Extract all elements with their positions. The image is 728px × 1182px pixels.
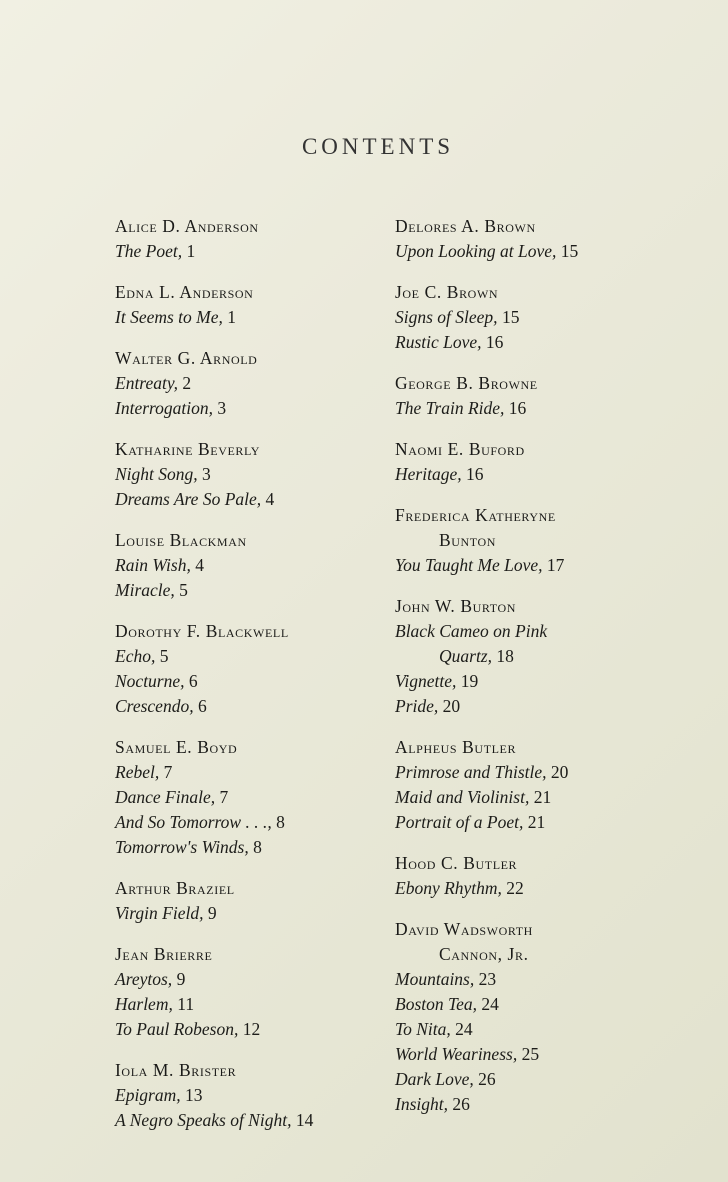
author-name: Iola M. Brister bbox=[115, 1060, 237, 1080]
page-number: 2 bbox=[182, 373, 192, 393]
author-name: Frederica Katheryne bbox=[395, 505, 556, 525]
author-name: Walter G. Arnold bbox=[115, 348, 258, 368]
toc-entry bbox=[115, 528, 380, 603]
poem-title: Tomorrow's Winds, bbox=[115, 837, 249, 857]
author-name: David Wadsworth bbox=[395, 919, 533, 939]
page-number: 1 bbox=[227, 307, 237, 327]
poem-line bbox=[395, 1017, 695, 1042]
poem-line bbox=[115, 1017, 380, 1042]
poem-line bbox=[115, 669, 380, 694]
page-number: 8 bbox=[276, 812, 285, 832]
poem-title: World Weariness, bbox=[395, 1044, 518, 1064]
poem-line bbox=[115, 901, 380, 926]
toc-entry bbox=[115, 1058, 380, 1133]
poem-line bbox=[395, 330, 695, 355]
poem-title: Insight, bbox=[395, 1094, 448, 1114]
poem-title: Primrose and Thistle, bbox=[395, 762, 547, 782]
author-name: Alice D. Anderson bbox=[115, 216, 259, 236]
author-name: Arthur Braziel bbox=[115, 878, 235, 898]
author-name: Louise Blackman bbox=[115, 530, 247, 550]
poem-title-line-continued bbox=[395, 644, 695, 669]
poem-title: Vignette, bbox=[395, 671, 457, 691]
page-number: 21 bbox=[533, 787, 552, 807]
poem-line bbox=[115, 967, 380, 992]
poem-title: To Paul Robeson, bbox=[115, 1019, 239, 1039]
author-name: George B. Browne bbox=[395, 373, 538, 393]
author-name: Dorothy F. Blackwell bbox=[115, 621, 289, 641]
poem-title: Night Song, bbox=[115, 464, 198, 484]
page-number: 1 bbox=[186, 241, 196, 261]
page-number: 6 bbox=[188, 671, 198, 691]
toc-left-column bbox=[115, 214, 380, 1149]
poem-title: And So Tomorrow . . ., bbox=[115, 812, 272, 832]
page-number: 15 bbox=[560, 241, 579, 261]
author-name-continued: Bunton bbox=[439, 530, 497, 550]
poem-title: Dance Finale, bbox=[115, 787, 216, 807]
toc-entry bbox=[395, 214, 695, 264]
poem-line bbox=[115, 644, 380, 669]
page-number: 20 bbox=[442, 696, 461, 716]
toc-entry bbox=[115, 346, 380, 421]
page-title: CONTENTS bbox=[301, 134, 455, 159]
poem-line bbox=[395, 876, 695, 901]
page-number: 9 bbox=[176, 969, 186, 989]
poem-line bbox=[115, 694, 380, 719]
poem-title: It Seems to Me, bbox=[115, 307, 223, 327]
author-name: Alpheus Butler bbox=[395, 737, 517, 757]
toc-entry bbox=[395, 917, 695, 1117]
page-number: 18 bbox=[496, 646, 514, 666]
author-name: Hood C. Butler bbox=[395, 853, 518, 873]
page-number: 11 bbox=[177, 994, 195, 1014]
page-number: 20 bbox=[550, 762, 569, 782]
poem-title: Heritage, bbox=[395, 464, 462, 484]
poem-title: Boston Tea, bbox=[395, 994, 478, 1014]
toc-entry bbox=[395, 437, 695, 487]
page-number: 3 bbox=[217, 398, 227, 418]
poem-title: Dreams Are So Pale, bbox=[115, 489, 262, 509]
poem-line bbox=[115, 371, 380, 396]
poem-title: To Nita, bbox=[395, 1019, 451, 1039]
poem-line bbox=[115, 553, 380, 578]
poem-title: A Negro Speaks of Night, bbox=[115, 1110, 292, 1130]
toc-right-column bbox=[395, 214, 695, 1133]
poem-title-continued: Quartz, bbox=[439, 646, 492, 666]
poem-line bbox=[395, 305, 695, 330]
page-number: 16 bbox=[485, 332, 504, 352]
poem-title: Mountains, bbox=[395, 969, 475, 989]
toc-entry bbox=[395, 851, 695, 901]
poem-title: Signs of Sleep, bbox=[395, 307, 498, 327]
page-number: 7 bbox=[163, 762, 173, 782]
toc-entry bbox=[395, 503, 695, 578]
toc-entry bbox=[115, 619, 380, 719]
toc-entry bbox=[115, 735, 380, 860]
page-number: 14 bbox=[295, 1110, 314, 1130]
page-number: 5 bbox=[179, 580, 188, 600]
page-number: 16 bbox=[465, 464, 484, 484]
poem-line bbox=[115, 810, 380, 835]
page-number: 23 bbox=[478, 969, 497, 989]
poem-title: Pride, bbox=[395, 696, 439, 716]
author-name: Joe C. Brown bbox=[395, 282, 499, 302]
page-number: 5 bbox=[159, 646, 169, 666]
toc-entry bbox=[395, 371, 695, 421]
poem-title: Upon Looking at Love, bbox=[395, 241, 557, 261]
poem-line bbox=[115, 578, 380, 603]
poem-line bbox=[115, 992, 380, 1017]
poem-line bbox=[115, 239, 380, 264]
author-name-continued: Cannon, Jr. bbox=[439, 944, 529, 964]
poem-line bbox=[395, 785, 695, 810]
page-number: 17 bbox=[546, 555, 565, 575]
poem-title-line bbox=[395, 619, 695, 644]
poem-title: Echo, bbox=[115, 646, 156, 666]
toc-entry bbox=[395, 735, 695, 835]
poem-title: The Train Ride, bbox=[395, 398, 505, 418]
poem-line bbox=[395, 760, 695, 785]
poem-line bbox=[115, 462, 380, 487]
poem-title: Interrogation, bbox=[115, 398, 214, 418]
toc-entry bbox=[115, 214, 380, 264]
poem-title: The Poet, bbox=[115, 241, 183, 261]
page-number: 21 bbox=[527, 812, 546, 832]
poem-line bbox=[395, 967, 695, 992]
page-number: 19 bbox=[460, 671, 479, 691]
poem-line bbox=[395, 1092, 695, 1117]
page-number: 26 bbox=[452, 1094, 470, 1114]
poem-title: Black Cameo on Pink bbox=[395, 621, 548, 641]
toc-entry bbox=[395, 594, 695, 719]
page-number: 8 bbox=[253, 837, 262, 857]
poem-line bbox=[115, 1108, 380, 1133]
page-number: 12 bbox=[242, 1019, 261, 1039]
toc-entry bbox=[115, 280, 380, 330]
author-name: Naomi E. Buford bbox=[395, 439, 525, 459]
poem-title: Ebony Rhythm, bbox=[395, 878, 502, 898]
page-number: 15 bbox=[501, 307, 520, 327]
poem-title: Epigram, bbox=[115, 1085, 181, 1105]
toc-entry bbox=[395, 280, 695, 355]
poem-title: Areytos, bbox=[115, 969, 173, 989]
poem-title: Entreaty, bbox=[115, 373, 179, 393]
poem-line bbox=[395, 462, 695, 487]
poem-title: You Taught Me Love, bbox=[395, 555, 543, 575]
page-number: 22 bbox=[506, 878, 524, 898]
page-number: 24 bbox=[481, 994, 499, 1014]
poem-title: Maid and Violinist, bbox=[395, 787, 530, 807]
poem-title: Rain Wish, bbox=[115, 555, 191, 575]
poem-title: Rustic Love, bbox=[395, 332, 482, 352]
poem-line bbox=[395, 553, 695, 578]
poem-line bbox=[395, 1042, 695, 1067]
poem-title: Portrait of a Poet, bbox=[395, 812, 524, 832]
poem-title: Crescendo, bbox=[115, 696, 194, 716]
poem-line bbox=[395, 669, 695, 694]
page-number: 13 bbox=[185, 1085, 203, 1105]
poem-line bbox=[115, 487, 380, 512]
page-number: 4 bbox=[265, 489, 275, 509]
poem-title: Miracle, bbox=[115, 580, 175, 600]
page-number: 6 bbox=[197, 696, 207, 716]
toc-entry bbox=[115, 876, 380, 926]
poem-line bbox=[115, 1083, 380, 1108]
page-number: 9 bbox=[207, 903, 217, 923]
poem-title: Rebel, bbox=[115, 762, 160, 782]
poem-line bbox=[395, 396, 695, 421]
page-number: 25 bbox=[521, 1044, 540, 1064]
page-number: 7 bbox=[219, 787, 229, 807]
page-number: 3 bbox=[202, 464, 211, 484]
page-number: 4 bbox=[195, 555, 204, 575]
author-name: Delores A. Brown bbox=[395, 216, 536, 236]
author-name: John W. Burton bbox=[395, 596, 516, 616]
poem-line bbox=[115, 835, 380, 860]
poem-line bbox=[395, 239, 695, 264]
page-number: 26 bbox=[478, 1069, 496, 1089]
author-name: Katharine Beverly bbox=[115, 439, 261, 459]
poem-title: Virgin Field, bbox=[115, 903, 204, 923]
poem-title: Nocturne, bbox=[115, 671, 185, 691]
poem-line bbox=[395, 810, 695, 835]
page-number: 16 bbox=[508, 398, 527, 418]
page-number: 24 bbox=[455, 1019, 473, 1039]
author-name: Jean Brierre bbox=[115, 944, 213, 964]
toc-entry bbox=[115, 437, 380, 512]
author-name: Edna L. Anderson bbox=[115, 282, 254, 302]
poem-line bbox=[395, 1067, 695, 1092]
poem-title: Dark Love, bbox=[395, 1069, 474, 1089]
poem-line bbox=[395, 992, 695, 1017]
poem-line bbox=[115, 305, 380, 330]
poem-line bbox=[115, 396, 380, 421]
poem-line bbox=[395, 694, 695, 719]
poem-line bbox=[115, 785, 380, 810]
author-name: Samuel E. Boyd bbox=[115, 737, 238, 757]
toc-entry bbox=[115, 942, 380, 1042]
poem-line bbox=[115, 760, 380, 785]
poem-title: Harlem, bbox=[115, 994, 173, 1014]
